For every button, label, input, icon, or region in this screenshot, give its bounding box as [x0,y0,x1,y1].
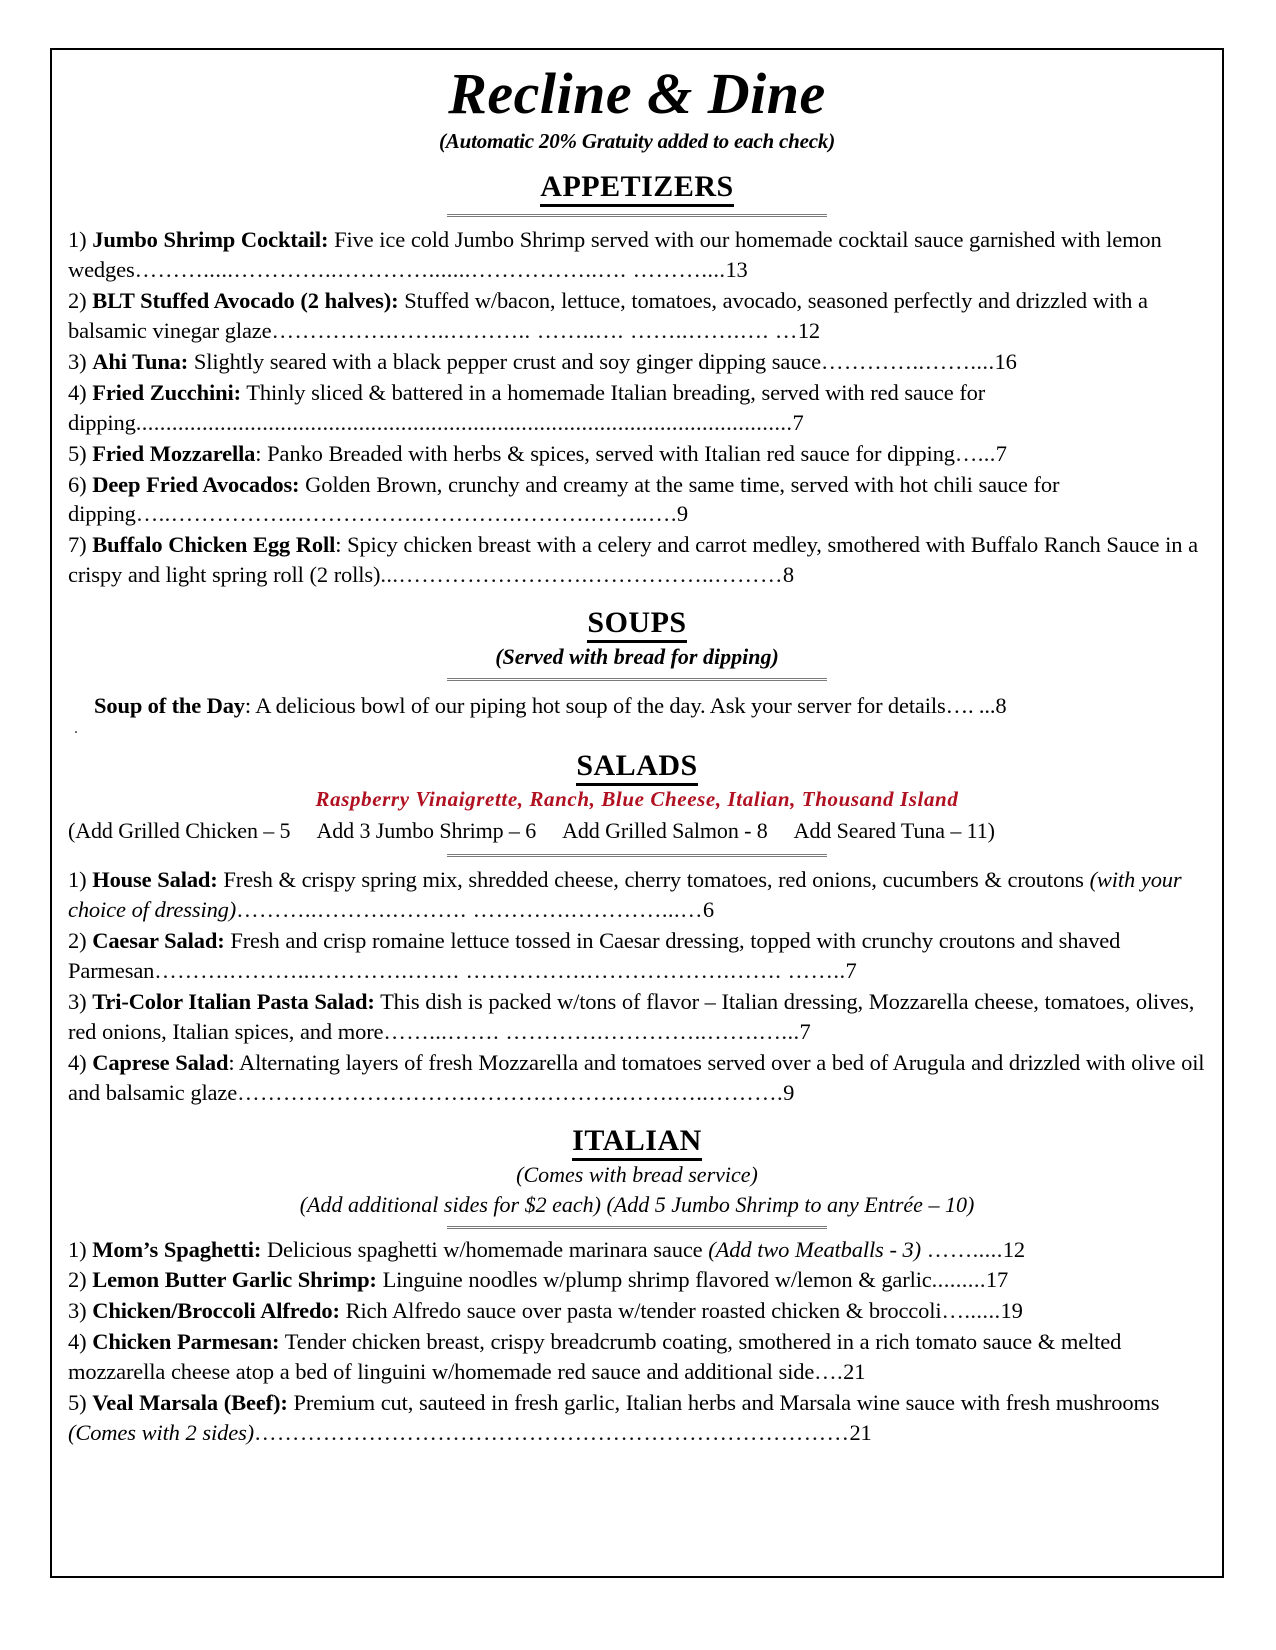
menu-page [50,48,1224,1578]
item-name: Tri-Color Italian Pasta Salad: [92,988,375,1014]
item-leader: …..……………..…………….………….……….……..…. [135,501,677,527]
section-heading-salads [68,749,1206,783]
item-number: 4) [68,379,87,405]
item-number: 2) [68,1267,87,1293]
item-name: Lemon Butter Garlic Shrimp: [92,1267,377,1293]
item-description: Spicy chicken breast with a celery and carrot medley, smothered with Buffalo Ranch Sauce in a crispy and light spring roll (2 rolls) [68,532,1198,588]
divider [447,1226,827,1229]
item-name: Chicken Parmesan: [92,1329,280,1355]
item-number: 5) [68,440,87,466]
item-name-punct: : [335,532,342,558]
item-description: Five ice cold Jumbo Shrimp served with our homemade cocktail sauce garnished with lemon wedges [68,227,1162,283]
item-leader: …………………………………………………………………… [254,1420,850,1446]
item-number: 6) [68,471,87,497]
item-price: 21 [849,1420,872,1446]
item-number: 1) [68,1236,87,1262]
section-heading-appetizers [68,170,1206,204]
divider [447,214,827,217]
item-name: Buffalo Chicken Egg Roll [92,532,336,558]
item-leader: ……..... [926,1236,1003,1262]
item-description: Tender chicken breast, crispy breadcrumb coating, smothered in a rich tomato sauce & melted mozzarella cheese atop a bed of linguini w/homemade red sauce and additional side [68,1329,1122,1385]
section-heading-soups-label: SOUPS [587,606,686,643]
menu-item [68,378,1206,438]
item-price: 6 [702,897,714,923]
menu-item [68,470,1206,530]
item-price: 13 [725,257,748,283]
item-price: 16 [994,348,1017,374]
item-number: 1) [68,867,87,893]
menu-item [68,225,1206,285]
item-name: Soup of the Day [94,693,245,719]
italian-list [68,1235,1206,1448]
item-leader: ......... [931,1267,986,1293]
section-heading-salads-label: SALADS [576,749,697,786]
item-leader: ............................................................................................................. [135,409,793,435]
salad-addons [68,818,1206,844]
item-number: 1) [68,227,87,253]
salad-addon-item: (Add Grilled Chicken – 5 [68,818,291,844]
item-price: 21 [843,1359,866,1385]
item-price: 7 [995,440,1007,466]
divider [447,678,827,681]
section-heading-appetizers-label: APPETIZERS [540,170,733,207]
soups-list [68,691,1206,721]
menu-item [68,347,1206,377]
item-description: Golden Brown, crunchy and creamy at the same time, served with hot chili sauce for dipping [68,471,1060,527]
item-description: Thinly sliced & battered in a homemade Italian breading, served with red sauce for dipping [68,379,986,435]
section-heading-italian-label: ITALIAN [572,1124,702,1161]
item-name: House Salad: [92,867,218,893]
item-leader: ………..……….………. ………….…………...… [236,897,703,923]
menu-item [68,1048,1206,1108]
item-name: Caprese Salad [92,1049,229,1075]
item-leader: …………….……..……….. ……..…. ……..…….…. … [271,317,798,343]
stray-mark: . [74,720,78,738]
item-price: 8 [782,562,794,588]
menu-item [68,1265,1206,1295]
item-price: 9 [676,501,688,527]
item-description-italic: (Add two Meatballs - 3) [708,1236,922,1262]
item-description: Slightly seared with a black pepper crust and soy ginger dipping sauce [193,348,821,374]
item-name: BLT Stuffed Avocado (2 halves): [92,288,399,313]
appetizers-list [68,225,1206,590]
menu-item [68,1296,1206,1326]
soups-subtitle: (Served with bread for dipping) [495,644,779,670]
menu-item [68,987,1206,1047]
item-leader: ………………………….……….……….…….…..………. [237,1079,784,1105]
item-name-punct: : [255,440,262,466]
section-heading-soups [68,606,1206,640]
italian-subtitle-1: (Comes with bread service) [516,1161,758,1187]
item-description-italic: (with your choice of dressing) [68,867,1182,923]
item-name: Jumbo Shrimp Cocktail: [92,227,329,253]
item-description: Linguine noodles w/plump shrimp flavored w/lemon & garlic [382,1267,932,1293]
menu-item [94,691,1206,721]
salad-addon-item: Add 3 Jumbo Shrimp – 6 [316,818,537,844]
item-price: 7 [845,957,857,983]
item-leader: …...... [941,1298,1001,1324]
menu-content [52,50,1222,1448]
item-description: Rich Alfredo sauce over pasta w/tender roasted chicken & broccoli [345,1298,942,1324]
item-price: 17 [985,1267,1009,1293]
item-number: 4) [68,1049,87,1075]
menu-item [68,1388,1206,1448]
item-number: 3) [68,1298,87,1324]
item-name: Fried Mozzarella [92,440,256,466]
item-name-punct: : [228,1049,235,1075]
page-title: Recline & Dine [448,61,826,126]
item-name: Deep Fried Avocados: [92,471,300,497]
item-leader: …………..…….... [820,348,995,374]
item-number: 3) [68,348,87,374]
item-leader: …... [954,440,996,466]
salad-addon-item: Add Seared Tuna – 11) [793,818,995,844]
item-number: 7) [68,532,87,558]
item-leader: …. [814,1359,844,1385]
item-number: 3) [68,988,87,1014]
item-number: 4) [68,1329,87,1355]
item-price: 7 [799,1018,811,1044]
item-price: 7 [792,409,804,435]
menu-item [68,530,1206,590]
gratuity-note: (Automatic 20% Gratuity added to each check) [439,129,835,154]
item-description: Fresh and crisp romaine lettuce tossed in Caesar dressing, topped with crunchy croutons and shaved Parmesan [68,927,1121,983]
menu-item [68,926,1206,986]
item-price: 12 [797,317,821,343]
item-name: Mom’s Spaghetti: [92,1236,262,1262]
item-name: Fried Zucchini: [92,379,241,405]
item-description: Fresh & crispy spring mix, shredded cheese, cherry tomatoes, red onions, cucumbers & croutons [223,867,1084,893]
item-price: 19 [1000,1298,1023,1324]
item-number: 5) [68,1390,87,1416]
menu-item [68,1235,1206,1265]
item-leader: …. ... [945,693,996,719]
item-description: Panko Breaded with herbs & spices, served with Italian red sauce for dipping [267,440,955,466]
menu-item [68,439,1206,469]
salad-addon-item: Add Grilled Salmon - 8 [562,818,768,844]
item-leader: ……….………..………….……. …………….……………….……. …….. [154,957,846,983]
item-description-italic: (Comes with 2 sides) [68,1420,255,1446]
item-name: Ahi Tuna: [92,348,189,374]
menu-item [68,1327,1206,1387]
item-name: Caesar Salad: [92,927,225,953]
item-description: Alternating layers of fresh Mozzarella and tomatoes served over a bed of Arugula and drizzled with olive oil and balsamic glaze [68,1049,1205,1105]
item-description: This dish is packed w/tons of flavor – Italian dressing, Mozzarella cheese, tomatoes, olives, red onions, Italian spices, and more [68,988,1195,1044]
item-price: 9 [783,1079,795,1105]
italian-subtitle-2: (Add additional sides for $2 each) (Add 5 Jumbo Shrimp to any Entrée – 10) [299,1191,975,1217]
section-heading-italian [68,1124,1206,1158]
item-leader: ……...……. ………….…………..…….…... [383,1018,800,1044]
item-name: Chicken/Broccoli Alfredo: [92,1298,340,1324]
item-leader: ...…………………….……………..……… [380,562,783,588]
item-description: Premium cut, sauteed in fresh garlic, Italian herbs and Marsala wine sauce with fresh mushrooms [293,1390,1160,1416]
item-name: Veal Marsala (Beef): [92,1390,288,1416]
item-description: Delicious spaghetti w/homemade marinara sauce [266,1236,703,1262]
menu-item [68,286,1206,346]
item-description: A delicious bowl of our piping hot soup of the day. Ask your server for details [255,693,946,719]
divider [447,854,827,857]
item-price: 8 [995,693,1007,719]
item-number: 2) [68,288,87,313]
salad-dressings-list: Raspberry Vinaigrette, Ranch, Blue Cheese, Italian, Thousand Island [315,787,959,812]
item-leader: ……….....…………..………….......……………..…. ……….... [134,257,726,283]
menu-item [68,865,1206,925]
item-number: 2) [68,927,87,953]
item-price: 12 [1002,1236,1025,1262]
item-description: Stuffed w/bacon, lettuce, tomatoes, avocado, seasoned perfectly and drizzled with a balsamic vinegar glaze [68,288,1148,343]
salads-list [68,865,1206,1107]
item-name-punct: : [244,693,252,719]
